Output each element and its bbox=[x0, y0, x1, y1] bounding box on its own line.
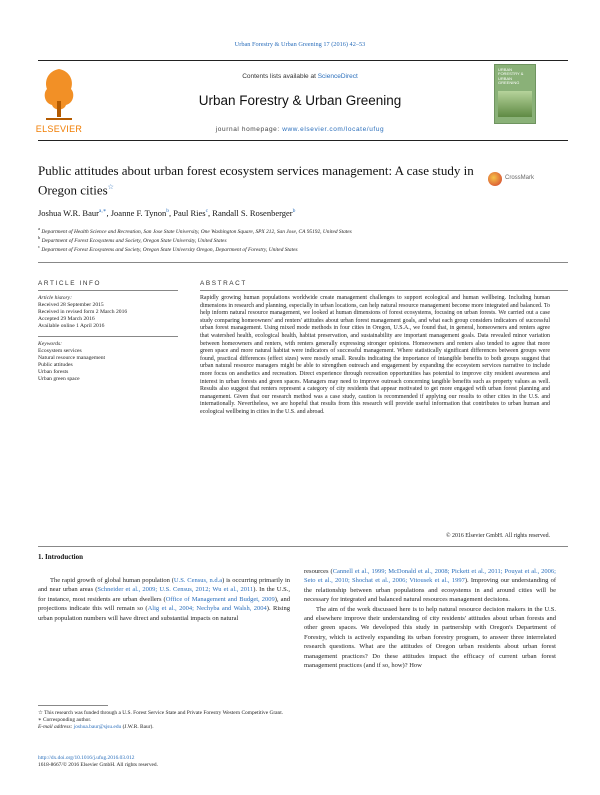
elsevier-wordmark: ELSEVIER bbox=[35, 124, 83, 134]
funding-footnote: ☆ This research was funded through a U.S. Forest Service State and Private Forestry Western Competitive Grant. bbox=[38, 710, 284, 716]
history-label: Article history: bbox=[38, 295, 73, 301]
body-text: resources ( bbox=[304, 568, 333, 575]
homepage-link[interactable]: www.elsevier.com/locate/ufug bbox=[282, 126, 385, 133]
intro-left-column bbox=[38, 576, 290, 623]
author-name: Randall S. Rosenberger bbox=[212, 208, 293, 218]
affiliation-sup: c bbox=[38, 244, 40, 249]
article-info-heading: ARTICLE INFO bbox=[38, 280, 102, 287]
citation-link[interactable]: U.S. Census, n.d.a bbox=[173, 577, 223, 584]
affiliation-text: Department of Forest Ecosystems and Society, Oregon State University, United States bbox=[41, 237, 227, 244]
email-suffix: (J.W.R. Baur). bbox=[121, 724, 154, 730]
journal-citation-line[interactable]: Urban Forestry & Urban Greening 17 (2016) 42–53 bbox=[234, 41, 366, 48]
author-affiliation-mark[interactable]: b bbox=[292, 208, 296, 215]
history-item: Accepted 29 March 2016 bbox=[38, 316, 95, 322]
info-divider bbox=[38, 336, 178, 337]
cover-title: URBAN FORESTRY & URBAN GREENING bbox=[498, 67, 524, 86]
history-item: Received in revised form 2 March 2016 bbox=[38, 309, 128, 315]
abstract-text: Rapidly growing human populations worldwide create management challenges to support ecological and human wellbeing. Including human dimensions in research and planning, especially in urban locations, can help natural resource management become more integrated and balanced. To help inform natural resource management, we looked at human dimensions of forest ecosystems, focusing on urban forests. We carried out a case study comparing homeowners' and renters' attitudes about urban forest management goals, and what each group considers indicators of successful urban forest management. Using mixed mode methods in four cities in Oregon, U.S.A., we found that, in general, homeowners and renters agree that watershed health, ecological health, habitat preservation, and sustainability are important management goals. Data revealed minor variation between homeowners and renters, with renters generally expressing stronger opinions. Homeowners and renters also tended to agree that more green space and more natural habitat were indicators of successful management. Where statistically significant differences between groups were found, practical differences (effect sizes) were mostly small. Results indicating the importance of intangible benefits to both groups suggest that urban natural resource managers might be able to strengthen outreach and engagement by expanding the ecosystem services narrative to include more focus on aesthetics and recreation. Direct experience through recreation opportunities has potential to improve city resident awareness and interest in urban forests and green spaces. Managers may need to improve outreach concerning tangible benefits such as property values as well. Results also suggest that renters represent a category of city residents that appear motivated to get more engaged with urban forest planning and management. Given that our research method was a case study, caution is recommended if applying our results to other cities in the U.S. and internationally. Nevertheless, we are hopeful that results from this research will provide useful information that contributes to urban human and ecological wellbeing in cities in the U.S. and abroad. bbox=[200, 295, 550, 415]
footnote-rule bbox=[38, 705, 108, 706]
history-item: Received 28 September 2015 bbox=[38, 302, 104, 308]
abstract-rule bbox=[200, 290, 568, 291]
issn-line: 1618-8667/© 2016 Elsevier GmbH. All rights reserved. bbox=[38, 762, 158, 768]
affiliation-a bbox=[38, 226, 568, 235]
cover-image bbox=[498, 91, 532, 117]
affiliation-text: Department of Forest Ecosystems and Society, Oregon State University Oregon, Department of Forestry, United States bbox=[41, 246, 298, 253]
keyword-item: Ecosystem services bbox=[38, 348, 82, 354]
journal-cover-thumbnail[interactable] bbox=[494, 64, 536, 124]
doi-block bbox=[38, 755, 290, 769]
author-name: Joanne F. Tynon bbox=[110, 208, 167, 218]
keywords-label: Keywords: bbox=[38, 341, 63, 347]
author-separator: , bbox=[208, 208, 213, 218]
abstract-bottom-rule bbox=[38, 546, 568, 547]
keyword-item: Natural resource management bbox=[38, 355, 106, 361]
introduction-heading: 1. Introduction bbox=[38, 553, 83, 561]
author-name: Paul Ries bbox=[173, 208, 206, 218]
footnotes bbox=[38, 710, 290, 731]
article-title-text: Public attitudes about urban forest ecosystem services management: A case study in Oregon cities bbox=[38, 163, 474, 198]
author-name: Joshua W.R. Baur bbox=[38, 208, 99, 218]
author-list bbox=[38, 208, 568, 218]
doi-link[interactable]: http://dx.doi.org/10.1016/j.ufug.2016.03.012 bbox=[38, 755, 135, 761]
affiliation-text: Department of Health Science and Recreation, San Jose State University, One Washington Square, SPX 212, San Jose, CA 95192, United States bbox=[41, 228, 352, 235]
intro-right-column bbox=[304, 567, 556, 670]
article-info-rule bbox=[38, 290, 178, 291]
contents-prefix: Contents lists available at bbox=[242, 73, 318, 80]
keyword-item: Urban green space bbox=[38, 376, 80, 382]
affiliation-sup: a bbox=[38, 226, 40, 231]
author-separator: , bbox=[168, 208, 174, 218]
keyword-item: Urban forests bbox=[38, 369, 69, 375]
crossmark-icon[interactable] bbox=[488, 172, 502, 186]
author-separator: , bbox=[106, 208, 111, 218]
intro-paragraph-1 bbox=[38, 576, 290, 623]
intro-paragraph-2: The aim of the work discussed here is to help natural resource decision makers in the U.S. and elsewhere improve their understanding of city residents' attitudes about urban forests and other green spaces. We developed this study in partnership with Oregon's Department of Forestry, which is actively expanding its urban forestry program, to answer three interrelated research questions. What are the attitudes of Oregon urban residents about urban forest management practices? Do these attitudes impact the efficacy of current urban forest management practices (and if so, how)? How bbox=[304, 605, 556, 670]
body-text: ). In the U.S., for instance, most residents are urban dwellers ( bbox=[38, 586, 290, 603]
citation-link[interactable]: Office of Management and Budget, 2009 bbox=[165, 595, 275, 603]
header-bottom-rule bbox=[38, 140, 568, 141]
header-top-rule bbox=[38, 60, 568, 61]
body-text: The rapid growth of global human population ( bbox=[50, 577, 174, 584]
body-text: ). Rising urban population numbers will have direct and substantial impacts on natural bbox=[38, 605, 290, 622]
email-link[interactable]: joshua.baur@sjsu.edu bbox=[73, 724, 122, 730]
affiliation-sup: b bbox=[38, 235, 41, 240]
citation-link[interactable]: Cannell et al., 1999; McDonald et al., 2008; Pickett et al., 2011; Pouyat et al., 2006; Seto et al., 2010; Shochat et al., 2006; Vitousek et al., 1997 bbox=[304, 568, 556, 585]
title-footnote-mark[interactable]: ☆ bbox=[107, 183, 114, 191]
email-footnote bbox=[38, 724, 290, 731]
history-item: Available online 1 April 2016 bbox=[38, 323, 105, 329]
corresponding-footnote: ∗ Corresponding author. bbox=[38, 717, 92, 723]
affiliation-divider bbox=[38, 262, 568, 263]
abstract-heading: ABSTRACT bbox=[200, 280, 247, 287]
author-affiliation-mark[interactable]: a,∗ bbox=[98, 208, 107, 215]
author-affiliation-mark[interactable]: b bbox=[166, 208, 169, 215]
affiliation-c bbox=[38, 244, 568, 253]
article-info bbox=[38, 295, 168, 383]
body-text: ) is occurring primarily in and near urban areas ( bbox=[38, 577, 290, 594]
body-text: ). Improving our understanding of the relationship between urban populations and ecosystems in and around cities will be necessary for integrated and balanced natural resources management decisions. bbox=[304, 577, 557, 604]
abstract-copyright: © 2016 Elsevier GmbH. All rights reserved. bbox=[446, 533, 550, 539]
affiliation-b bbox=[38, 235, 568, 244]
email-label: E-mail address: bbox=[38, 724, 74, 730]
sciencedirect-link[interactable]: ScienceDirect bbox=[317, 73, 358, 80]
body-text: ), and projections indicate this will remain so ( bbox=[38, 595, 290, 613]
journal-title: Urban Forestry & Urban Greening bbox=[198, 93, 402, 108]
crossmark-label[interactable]: CrossMark bbox=[505, 175, 535, 181]
homepage-prefix: journal homepage: bbox=[215, 126, 283, 133]
keyword-item: Public attitudes bbox=[38, 362, 73, 368]
article-title bbox=[38, 162, 478, 198]
citation-link[interactable]: Schneider et al., 2009; U.S. Census, 2012; Wu et al., 2011 bbox=[97, 586, 254, 594]
citation-link[interactable]: Alig et al., 2004; Nechyba and Walsh, 2004 bbox=[147, 605, 267, 613]
intro-paragraph-1-cont bbox=[304, 567, 556, 605]
journal-homepage-line bbox=[0, 126, 600, 133]
author-affiliation-mark[interactable]: c bbox=[205, 208, 209, 215]
